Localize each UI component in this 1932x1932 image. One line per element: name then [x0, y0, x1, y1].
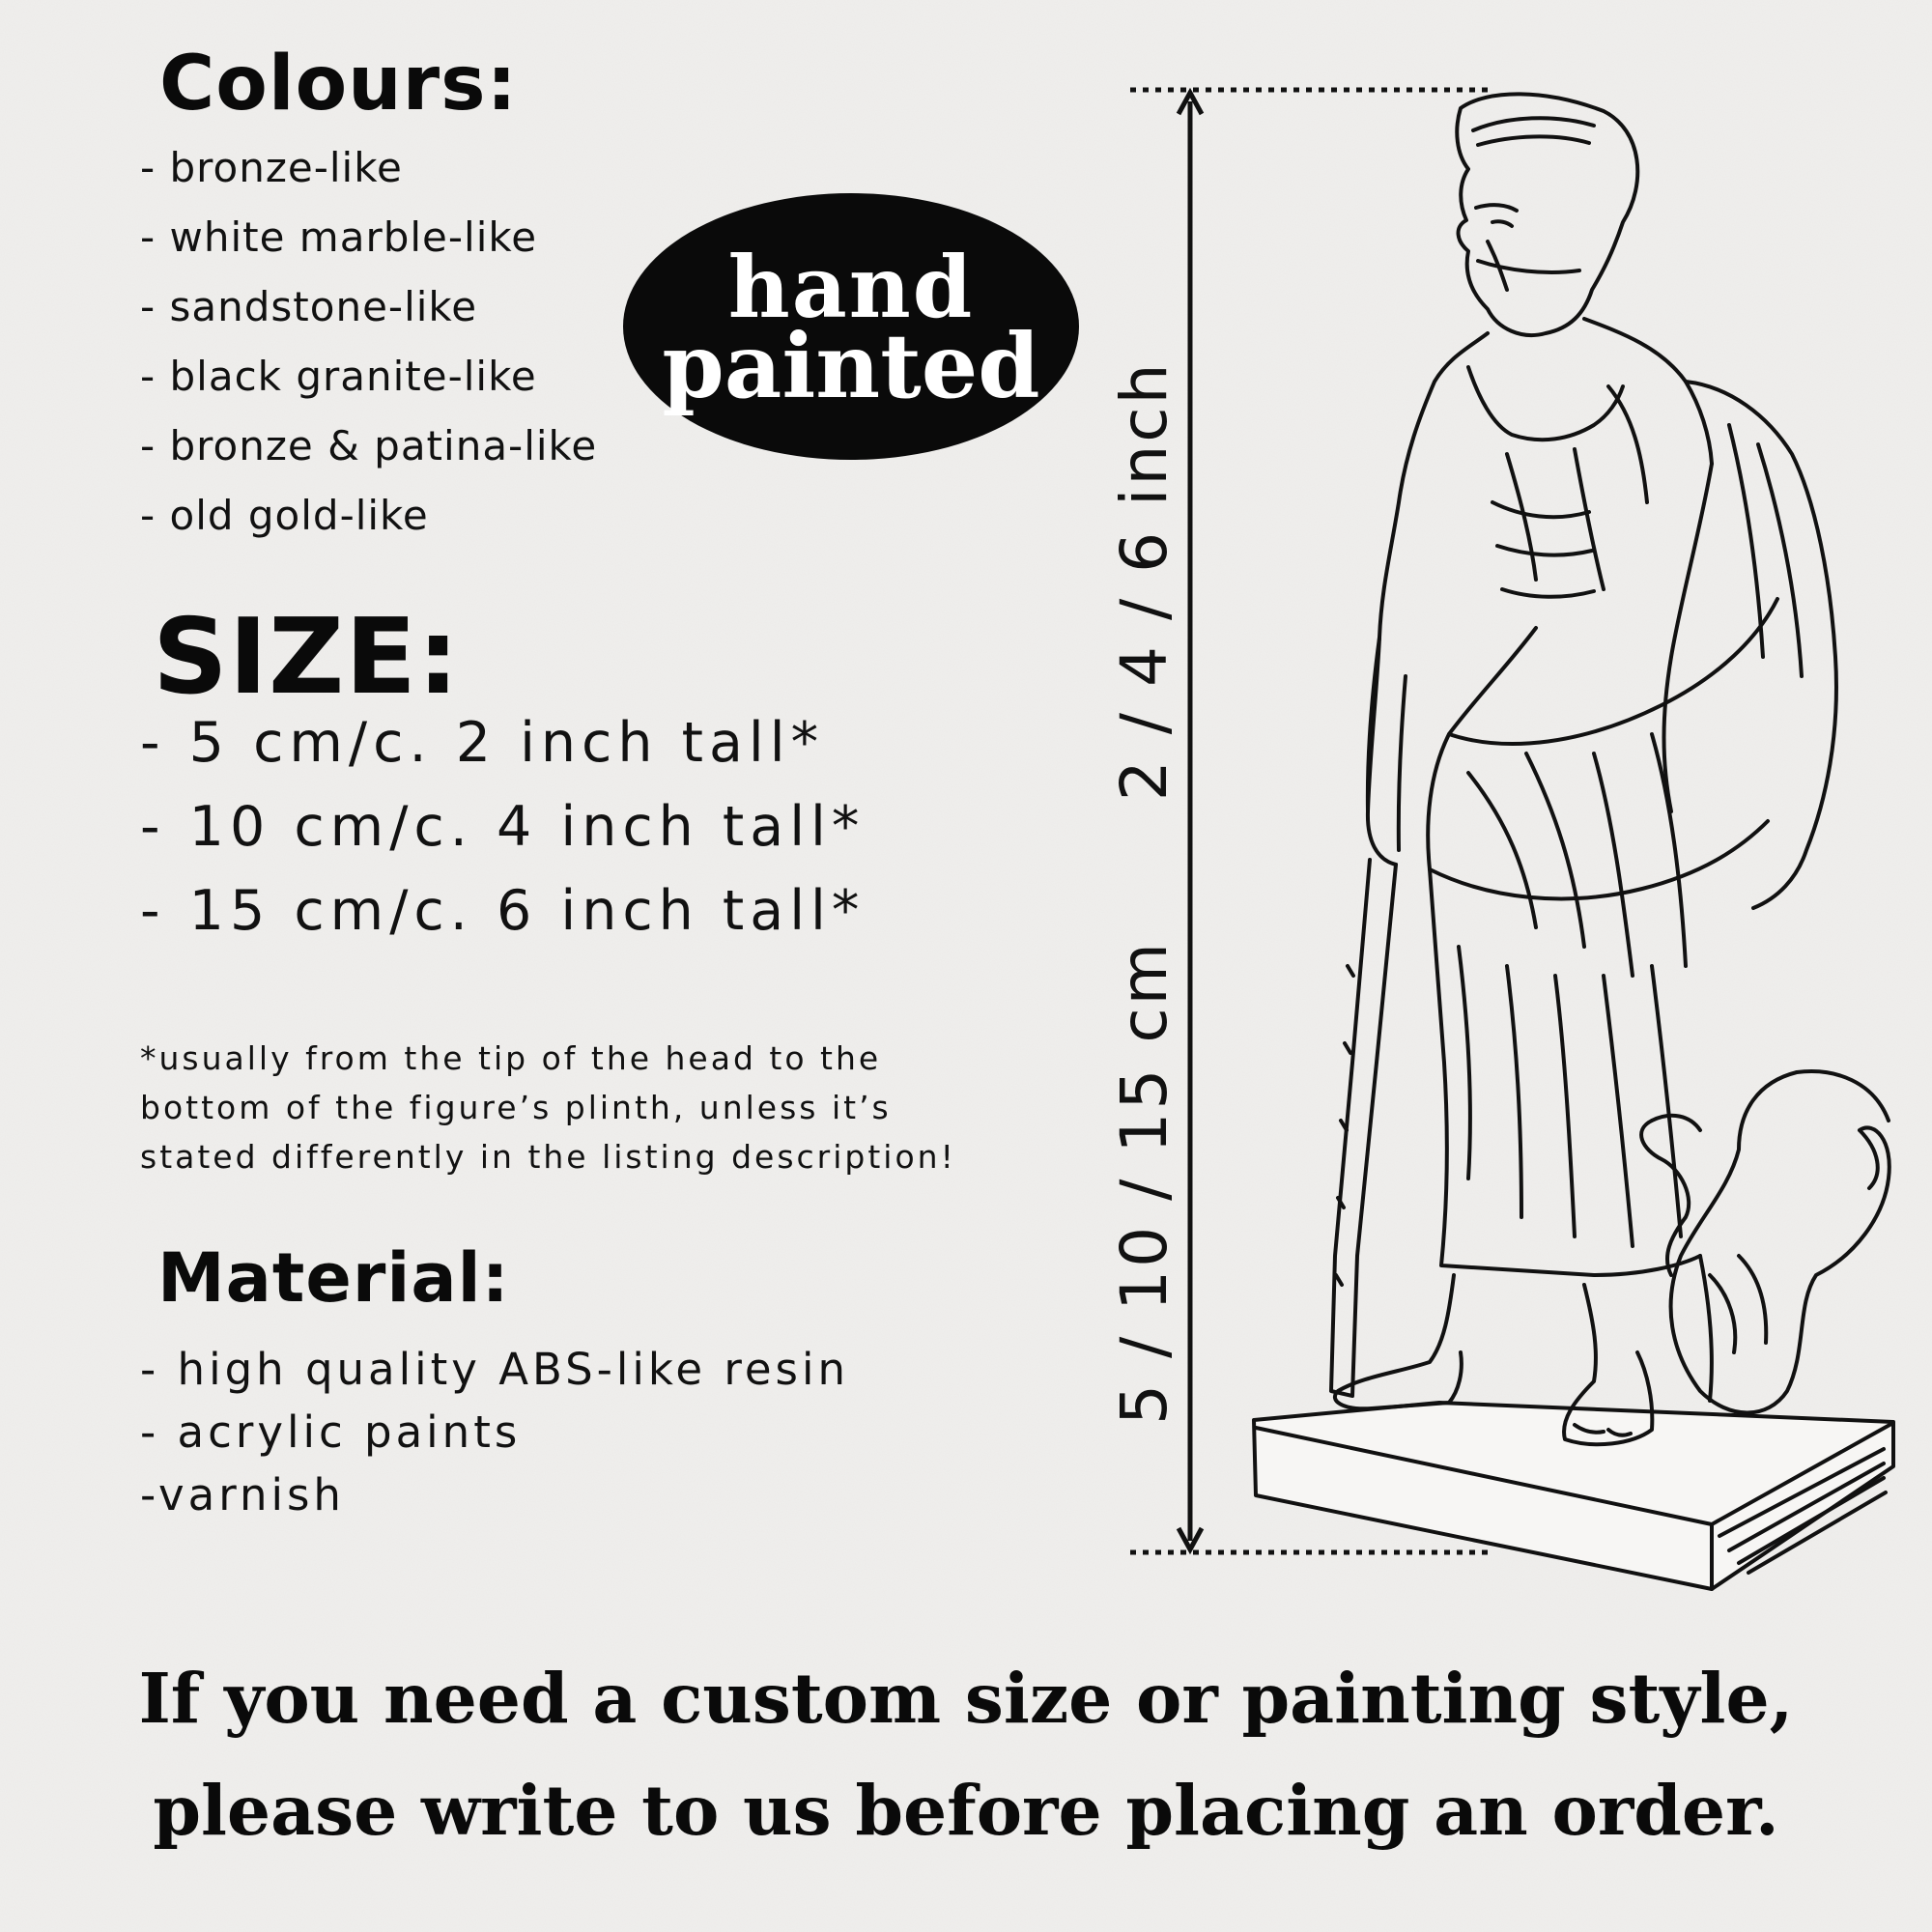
badge-line-2: painted — [662, 314, 1040, 418]
colour-item: - bronze & patina-like — [140, 422, 598, 469]
colour-item: - sandstone-like — [140, 283, 478, 330]
custom-order-note — [0, 1642, 1932, 1866]
size-footnote: *usually from the tip of the head to the bottom of the figure’s plinth, unless it’s stated differently in the listing description! — [140, 1039, 956, 1176]
statue-figure — [1254, 94, 1893, 1589]
dimension-label: 5 / 10 / 15 cm 2 / 4 / 6 inch — [1107, 360, 1181, 1425]
material-item: -varnish — [140, 1469, 345, 1520]
colour-item: - black granite-like — [140, 353, 537, 400]
size-item: - 10 cm/c. 4 inch tall* — [140, 795, 866, 859]
material-item: - high quality ABS-like resin — [140, 1344, 849, 1395]
badge-line-1: hand — [727, 237, 975, 337]
colour-item: - bronze-like — [140, 144, 403, 191]
size-item: - 15 cm/c. 6 inch tall* — [140, 879, 866, 943]
footer-line-1: If you need a custom size or painting style, — [138, 1658, 1794, 1739]
size-item: - 5 cm/c. 2 inch tall* — [140, 711, 825, 775]
colours-heading: Colours: — [159, 41, 518, 128]
material-heading: Material: — [157, 1238, 510, 1318]
footer-line-2: please write to us before placing an order. — [153, 1770, 1779, 1851]
size-heading: SIZE: — [153, 597, 461, 718]
material-item: - acrylic paints — [140, 1406, 522, 1458]
colour-item: - white marble-like — [140, 213, 538, 261]
colour-item: - old gold-like — [140, 492, 429, 539]
